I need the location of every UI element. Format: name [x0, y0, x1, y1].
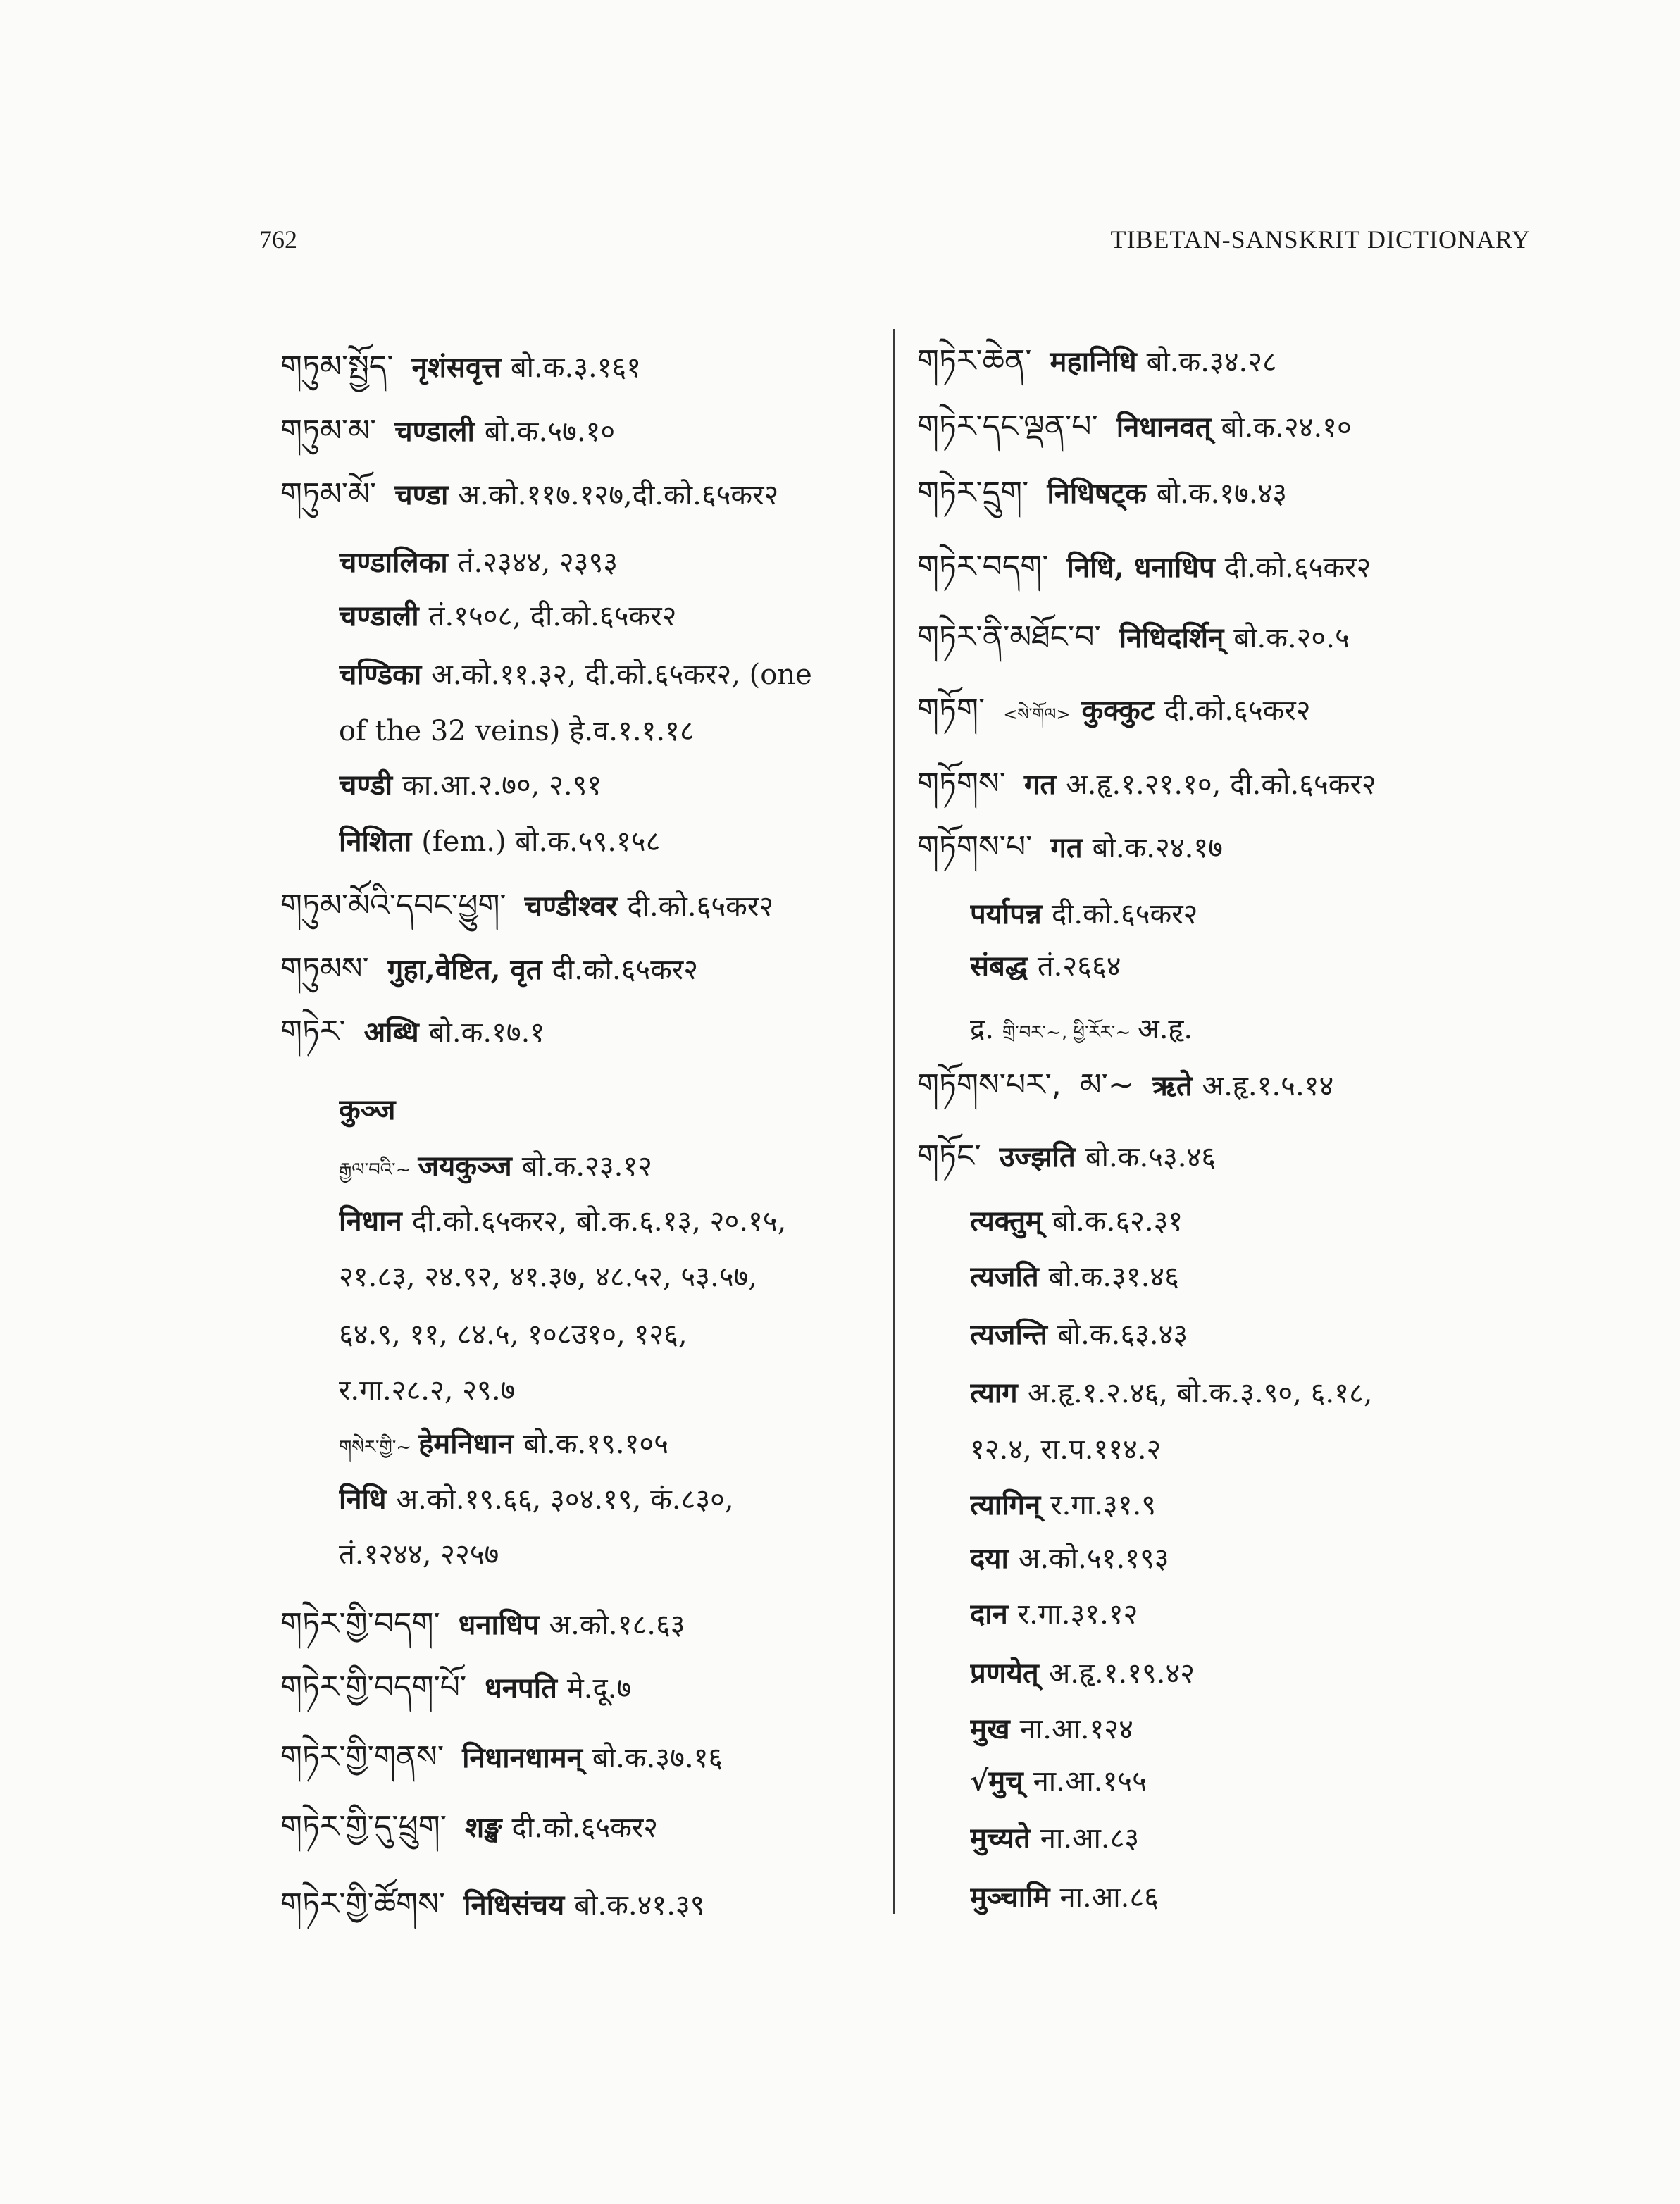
sanskrit-term: धनाधिप [458, 1608, 540, 1641]
dictionary-line [970, 1753, 1632, 1810]
dictionary-line [280, 941, 879, 997]
tibetan-headword: གཏོགས་པར་, [917, 1067, 1062, 1103]
dictionary-line [917, 819, 1629, 876]
tibetan-headword: གཏེར་ནི་མཐོང་བ་ [917, 619, 1101, 655]
source-reference: दी.को.६५कर२ [552, 954, 699, 986]
tibetan-headword: གཏེར་གྱི་བདག་པོ་ [280, 1669, 467, 1705]
dictionary-line [280, 466, 879, 523]
dictionary-line [280, 878, 879, 934]
source-reference: अ.हृ.१.५.१४ [1202, 1070, 1334, 1102]
sanskrit-term: चण्डाली [339, 599, 419, 633]
dictionary-line [970, 1810, 1632, 1867]
source-reference: मे.दू.७ [566, 1672, 632, 1705]
sanskrit-term: दया [970, 1542, 1009, 1575]
sanskrit-term: पर्यापन्न [970, 897, 1042, 930]
source-reference: अ.को.१८.६३ [549, 1609, 685, 1641]
source-reference: अ.हृ. [1138, 1013, 1193, 1045]
sanskrit-term: मुख [970, 1712, 1010, 1745]
dictionary-line [970, 1477, 1632, 1533]
tibetan-headword: གཏེར་ [280, 1014, 346, 1050]
sanskrit-term: निधानवत् [1116, 411, 1212, 444]
sanskrit-term: शङ्ख [464, 1811, 502, 1844]
dictionary-line [339, 647, 881, 703]
dictionary-line [917, 399, 1629, 455]
source-reference: दी.को.६५कर२, बो.क.६.१३, २०.१५, [411, 1205, 787, 1238]
page-number: 762 [259, 225, 297, 254]
source-reference: बो.क.२०.५ [1233, 622, 1350, 654]
tibetan-headword: གཏོང་ [917, 1138, 981, 1174]
dictionary-line [970, 886, 1632, 942]
sanskrit-term: त्यागिन् [970, 1488, 1041, 1521]
source-reference: बो.क.२३.१२ [521, 1150, 652, 1183]
tibetan-headword: གཏོགས་ [917, 766, 1006, 802]
sanskrit-term: निधि [339, 1483, 387, 1516]
dictionary-line [280, 1596, 879, 1652]
dictionary-line [917, 1057, 1629, 1114]
source-reference: बो.क.५७.१० [484, 416, 616, 448]
source-reference: का.आ.२.७०, २.९१ [402, 769, 602, 802]
sanskrit-term: √मुच् [970, 1764, 1023, 1798]
sanskrit-term: महानिधि [1050, 345, 1137, 378]
sanskrit-term: हेमनिधान [418, 1427, 514, 1460]
cross-reference-tibetan: གྲི་བར་~, ཕྱི་རོར་~ [1002, 1022, 1131, 1043]
source-reference: बो.क.५३.४६ [1085, 1141, 1217, 1173]
sanskrit-term: दान [970, 1598, 1008, 1631]
sanskrit-term: निधान [339, 1204, 402, 1238]
tibetan-headword: གཏེར་ཆེན་ [917, 343, 1032, 379]
dictionary-line [970, 1365, 1632, 1421]
dictionary-line [280, 1004, 879, 1060]
source-reference: १२.४, रा.प.११४.२ [970, 1433, 1162, 1466]
dictionary-line [339, 1193, 881, 1250]
source-reference: अ.हृ.१.२.४६, बो.क.३.९०, ६.१८, [1027, 1377, 1373, 1409]
sanskrit-term: निधानधामन् [462, 1741, 583, 1774]
source-reference: अ.हृ.१.२१.१०, दी.को.६५कर२ [1066, 768, 1376, 801]
sanskrit-term: निशिता [339, 825, 412, 858]
source-reference: अ.को.१९.६६, ३०४.१९, कं.८३०, [396, 1483, 734, 1516]
sanskrit-term: त्यक्तुम् [970, 1204, 1043, 1238]
source-reference: बो.क.३१.४६ [1048, 1261, 1179, 1293]
dictionary-line [339, 1138, 881, 1195]
tibetan-headword: གཏེར་གྱི་དུ་ཕྲུག་ [280, 1809, 447, 1845]
tibetan-headword: གཏུམ་སྤྱོད་ [280, 349, 394, 385]
dictionary-line [970, 1307, 1632, 1363]
dictionary-line [970, 1001, 1632, 1057]
source-reference: दी.को.६५कर२ [1051, 898, 1198, 930]
dictionary-line [339, 535, 881, 591]
sanskrit-term: कुक्कुट [1081, 694, 1155, 727]
dictionary-line [917, 609, 1629, 666]
dictionary-line [970, 1645, 1632, 1702]
dictionary-line [280, 403, 879, 459]
dictionary-line [970, 1531, 1632, 1587]
source-reference: र.गा.३१.९ [1050, 1489, 1157, 1521]
sanskrit-term: ऋते [1152, 1069, 1193, 1102]
source-reference: बो.क.२४.१७ [1092, 832, 1223, 864]
source-reference: अ.को.११७.१२७,दी.को.६५कर२ [458, 479, 779, 511]
sanskrit-term: चण्डाली [394, 415, 475, 448]
dictionary-line [970, 1193, 1632, 1250]
dictionary-line [339, 1082, 881, 1138]
dictionary-line [917, 756, 1629, 812]
dictionary-line [339, 1526, 881, 1583]
dictionary-line [917, 465, 1629, 521]
dictionary-line [917, 682, 1629, 738]
sanskrit-term: कुञ्ज [339, 1093, 396, 1126]
source-reference: ना.आ.८६ [1059, 1881, 1159, 1914]
source-reference: र.गा.३१.१२ [1017, 1598, 1138, 1631]
dictionary-line [280, 339, 879, 395]
tibetan-headword: གཏོག་ [917, 692, 985, 728]
tibetan-headword: གཏུམ་མོའི་དབང་ཕྱུག་ [280, 888, 506, 923]
tibetan-compound: མ་~ [1079, 1067, 1134, 1103]
tibetan-headword: གཏེར་བདག་ [917, 549, 1049, 585]
dictionary-line [970, 938, 1632, 995]
dictionary-line [339, 1416, 881, 1472]
sanskrit-term: निधि, धनाधिप [1066, 551, 1215, 584]
source-reference: अ.को.११.३२, दी.को.६५कर२, (one [431, 659, 812, 691]
sanskrit-term: उज्झति [999, 1140, 1076, 1173]
sanskrit-term: चण्डालिका [339, 546, 448, 579]
sanskrit-term: चण्डीश्वर [524, 890, 618, 923]
source-reference: दी.को.६५कर२ [1224, 552, 1371, 584]
source-reference: दी.को.६५कर२ [1164, 695, 1311, 727]
source-reference: अ.हृ.१.१९.४२ [1048, 1657, 1195, 1690]
dictionary-line [339, 757, 881, 814]
sanskrit-term: त्यजन्ति [970, 1318, 1047, 1351]
dictionary-line [280, 1876, 879, 1933]
dictionary-line [970, 1701, 1632, 1757]
source-reference: बो.क.१९.१०५ [523, 1428, 669, 1460]
source-reference: दी.को.६५कर२ [627, 890, 774, 923]
tibetan-headword: གཏོགས་པ་ [917, 829, 1033, 865]
sanskrit-term: निधिसंचय [463, 1888, 565, 1922]
source-reference: बो.क.६३.४३ [1057, 1319, 1188, 1351]
source-reference: ना.आ.१५५ [1033, 1765, 1147, 1798]
tibetan-headword: གཏུམ་མོ་ [280, 476, 377, 512]
tibetan-headword: གཏུམ་མ་ [280, 413, 377, 449]
dictionary-line [917, 333, 1629, 390]
source-reference: बो.क.१७.४३ [1156, 478, 1288, 510]
source-reference: तं.२६६४ [1037, 950, 1121, 983]
source-reference: बो.क.२४.१० [1221, 411, 1352, 444]
dictionary-line [339, 1307, 881, 1363]
sanskrit-term: निधिदर्शिन् [1119, 621, 1224, 654]
tibetan-headword: གཏུམས་ [280, 951, 369, 987]
source-reference: बो.क.४१.३९ [574, 1889, 705, 1922]
gloss-note: <སེ་གོལ> [1003, 704, 1071, 724]
sanskrit-term: संबद्ध [970, 950, 1028, 983]
tibetan-compound-prefix: གསེར་གྱི་~ [339, 1437, 412, 1458]
tibetan-compound-prefix: རྒྱལ་བའི་~ [339, 1159, 411, 1181]
source-reference: बो.क.३७.१६ [592, 1742, 723, 1774]
sanskrit-term: त्यजति [970, 1260, 1039, 1293]
dictionary-line [970, 1869, 1632, 1926]
sanskrit-term: निधिषट्क [1047, 477, 1147, 510]
tibetan-headword: གཏེར་གྱི་བདག་ [280, 1606, 440, 1642]
dictionary-line [339, 814, 881, 870]
sanskrit-term: गत [1050, 831, 1083, 864]
dictionary-line [280, 1729, 879, 1786]
sanskrit-term: नृशंसवृत्त [411, 351, 501, 384]
dictionary-line [917, 1128, 1629, 1185]
sanskrit-term: त्याग [970, 1376, 1018, 1409]
sanskrit-term: चण्डा [394, 478, 449, 511]
dictionary-line [970, 1249, 1632, 1305]
source-reference: तं.१५०८, दी.को.६५कर२ [428, 600, 677, 633]
dictionary-line [917, 539, 1629, 595]
dictionary-line [339, 703, 881, 759]
source-reference: बो.क.१७.१ [428, 1016, 545, 1049]
tibetan-headword: གཏེར་དང་ལྡན་པ་ [917, 409, 1098, 444]
sanskrit-term: मुञ्चामि [970, 1881, 1050, 1914]
tibetan-headword: གཏེར་དྲུག་ [917, 475, 1029, 511]
source-reference: २१.८३, २४.९२, ४१.३७, ४८.५२, ५३.५७, [339, 1261, 758, 1293]
dictionary-line [339, 1471, 881, 1528]
dictionary-line [970, 1586, 1632, 1643]
dictionary-line [280, 1660, 879, 1716]
see-also-marker: द्र. [970, 1013, 994, 1045]
dictionary-line [339, 1362, 881, 1419]
source-reference: र.गा.२८.२, २९.७ [339, 1374, 516, 1407]
tibetan-headword: གཏེར་གྱི་གནས་ [280, 1739, 444, 1775]
source-reference: ना.आ.१२४ [1019, 1713, 1133, 1745]
dictionary-line [339, 588, 881, 645]
source-reference: तं.२३४४, २३९३ [457, 547, 618, 579]
sanskrit-term: गत [1023, 768, 1057, 801]
sanskrit-term: जयकुञ्ज [418, 1150, 512, 1183]
source-reference: बो.क.३.१६१ [510, 351, 642, 384]
source-reference: बो.क.६२.३१ [1052, 1205, 1183, 1238]
source-reference: दी.को.६५कर२ [511, 1812, 659, 1844]
source-reference: (fem.) बो.क.५९.१५८ [421, 826, 661, 858]
sanskrit-term: मुच्यते [970, 1822, 1031, 1855]
sanskrit-term: धनपति [485, 1671, 557, 1705]
source-reference: ना.आ.८३ [1040, 1822, 1140, 1855]
sanskrit-term: प्रणयेत् [970, 1657, 1039, 1690]
source-reference: of the 32 veins) हे.व.१.१.१८ [339, 715, 695, 747]
source-reference: तं.१२४४, २२५७ [339, 1538, 499, 1571]
tibetan-headword: གཏེར་གྱི་ཚོགས་ [280, 1886, 446, 1922]
sanskrit-term: अब्धि [363, 1016, 419, 1049]
dictionary-line [970, 1421, 1632, 1478]
dictionary-line [339, 1249, 881, 1305]
sanskrit-term: चण्डी [339, 768, 393, 802]
source-reference: बो.क.३४.२८ [1146, 346, 1277, 378]
dictionary-line [280, 1799, 879, 1855]
source-reference: अ.को.५१.१९३ [1018, 1543, 1169, 1575]
source-reference: ६४.९, ११, ८४.५, १०८उ१०, १२६, [339, 1319, 687, 1351]
running-title: TIBETAN-SANSKRIT DICTIONARY [1110, 225, 1531, 254]
sanskrit-term: चण्डिका [339, 658, 422, 691]
column-divider [893, 329, 895, 1914]
sanskrit-term: गुहा,वेष्टित, वृत [387, 953, 542, 986]
